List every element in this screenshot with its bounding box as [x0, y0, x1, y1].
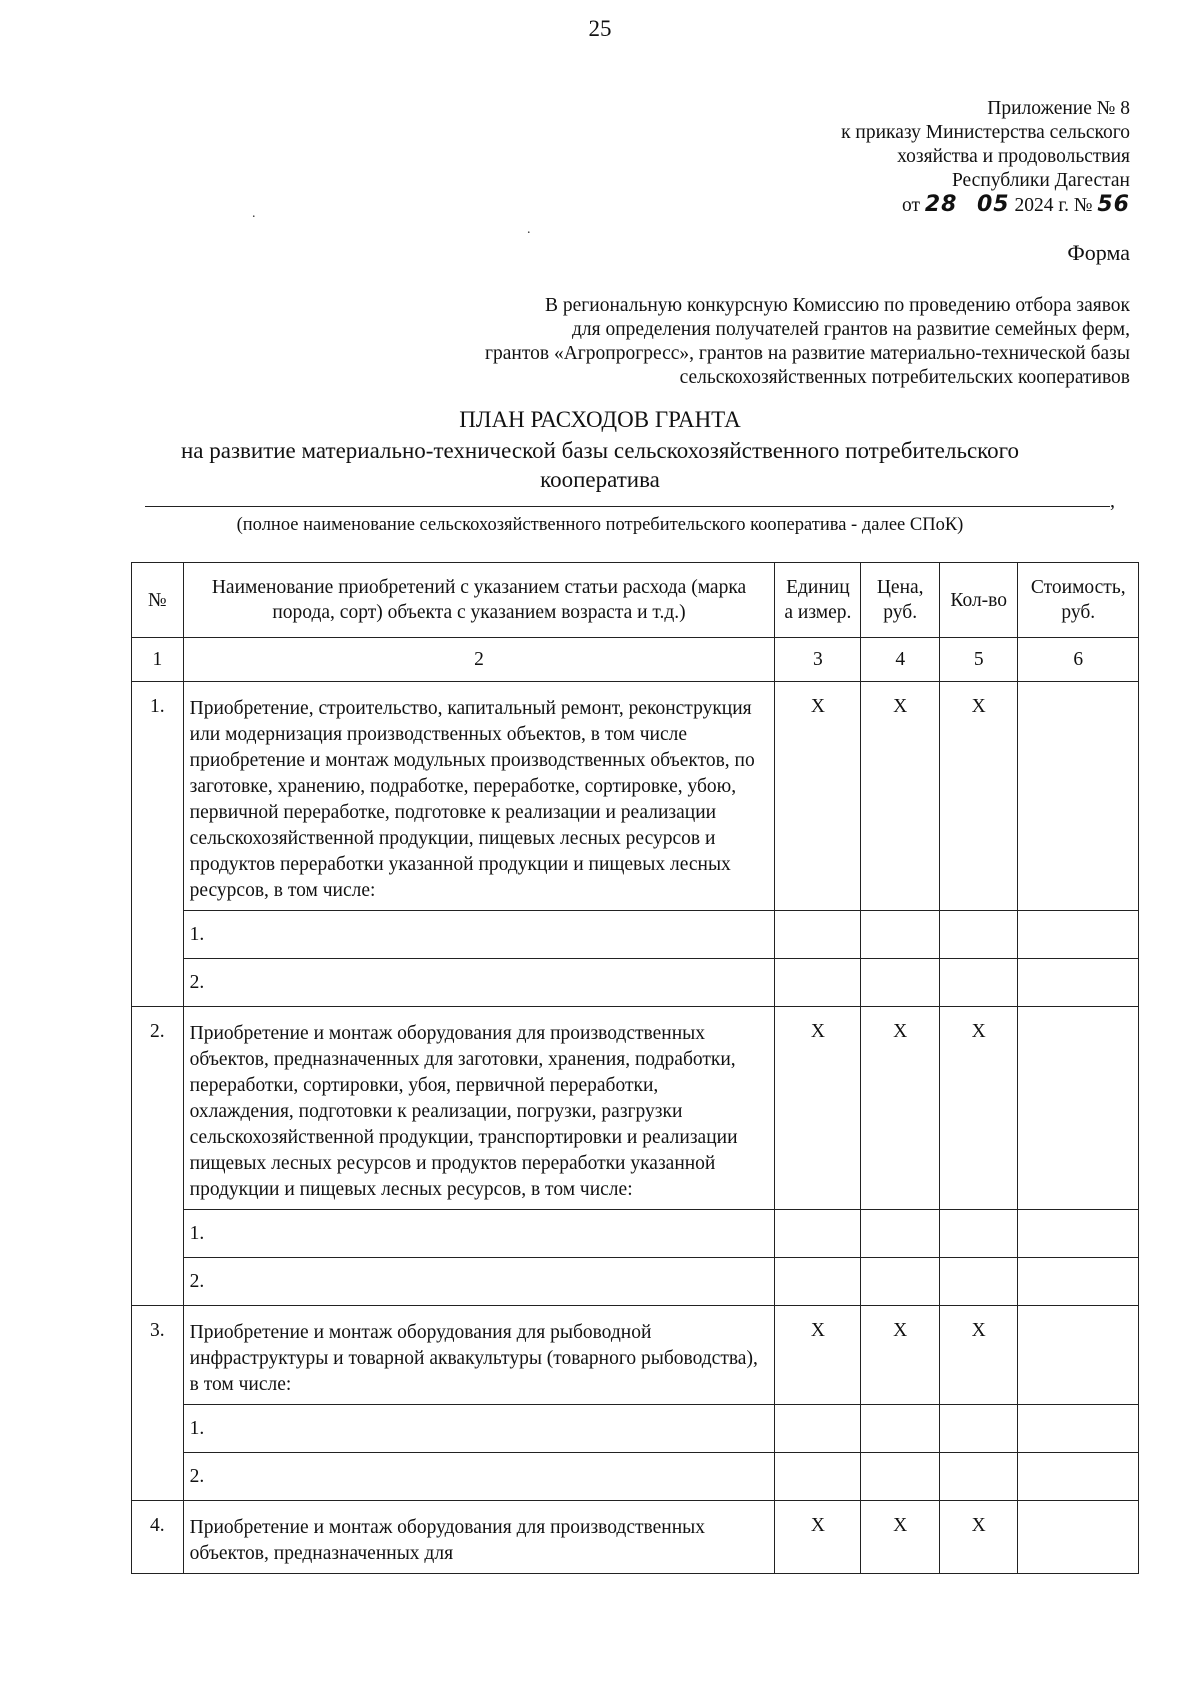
section-description: Приобретение и монтаж оборудования для рыбоводной инфраструктуры и товарной аквакультуры (товарного рыбоводства), в том числе:	[183, 1306, 775, 1405]
order-date-line	[670, 193, 1130, 218]
section-number: 2.	[132, 1007, 184, 1306]
subitem-label: 2.	[183, 1258, 775, 1306]
column-number: 3	[775, 638, 861, 682]
recipient-line: В региональную конкурсную Комиссию по проведению отбора заявок	[545, 295, 1130, 316]
scan-speck: .	[527, 222, 531, 237]
empty-cell	[775, 1210, 861, 1258]
empty-cell	[939, 1453, 1018, 1501]
header-num: №	[132, 563, 184, 638]
table-subrow	[132, 1453, 1139, 1501]
empty-cell	[1018, 911, 1139, 959]
empty-cell	[1018, 1210, 1139, 1258]
section-number: 4.	[132, 1501, 184, 1574]
appendix-line: Приложение № 8	[987, 98, 1130, 119]
subitem-label: 1.	[183, 1210, 775, 1258]
header-unit: Единиц а измер.	[775, 563, 861, 638]
section-price: X	[861, 1007, 940, 1210]
grant-expense-table	[131, 562, 1139, 1574]
section-number: 3.	[132, 1306, 184, 1501]
empty-cell	[1018, 1405, 1139, 1453]
order-from-prefix: от	[901, 195, 920, 216]
header-cost: Стоимость, руб.	[1018, 563, 1139, 638]
section-price: X	[861, 682, 940, 911]
subitem-label: 2.	[183, 1453, 775, 1501]
section-qty: X	[939, 1306, 1018, 1405]
section-description: Приобретение и монтаж оборудования для производственных объектов, предназначенных для	[183, 1501, 775, 1574]
empty-cell	[775, 1405, 861, 1453]
empty-cell	[775, 911, 861, 959]
empty-cell	[1018, 1258, 1139, 1306]
empty-cell	[939, 1405, 1018, 1453]
recipient-line: грантов «Агропрогресс», грантов на развитие материально-технической базы	[485, 343, 1130, 364]
section-cost	[1018, 1007, 1139, 1210]
section-description: Приобретение, строительство, капитальный ремонт, реконструкция или модернизация производственных объектов, в том числе приобретение и монтаж модульных производственных объектов, по заготовке, хранению, подработке, переработке, сортировке, убою, первичной переработке, подготовке к реализации и реализации сельскохозяйственной продукции, пищевых лесных ресурсов и продуктов переработки указанной продукции и пищевых лесных ресурсов, в том числе:	[183, 682, 775, 911]
section-unit: X	[775, 1306, 861, 1405]
subitem-label: 1.	[183, 1405, 775, 1453]
order-month-handwritten: 05	[976, 192, 1010, 217]
empty-cell	[775, 1453, 861, 1501]
section-description: Приобретение и монтаж оборудования для производственных объектов, предназначенных для заготовки, хранения, подработки, переработки, сортировки, убоя, первичной переработки, охлаждения, подготовки к реализации, погрузки, разгрузки сельскохозяйственной продукции, транспортировки и реализации пищевых лесных ресурсов и продуктов переработки указанной продукции и пищевых лесных ресурсов, в том числе:	[183, 1007, 775, 1210]
empty-cell	[775, 1258, 861, 1306]
section-unit: X	[775, 682, 861, 911]
appendix-line: к приказу Министерства сельского	[841, 122, 1130, 143]
subtitle-line: кооператива	[540, 467, 660, 492]
section-qty: X	[939, 1501, 1018, 1574]
section-price: X	[861, 1501, 940, 1574]
empty-cell	[939, 911, 1018, 959]
empty-cell	[1018, 959, 1139, 1007]
column-number: 2	[183, 638, 775, 682]
document-subtitle	[150, 436, 1050, 494]
empty-cell	[861, 1453, 940, 1501]
section-qty: X	[939, 682, 1018, 911]
empty-cell	[861, 911, 940, 959]
table-subrow	[132, 1405, 1139, 1453]
table-subrow	[132, 1210, 1139, 1258]
section-cost	[1018, 1501, 1139, 1574]
document-title: ПЛАН РАСХОДОВ ГРАНТА	[459, 407, 741, 432]
cooperative-name-blank	[145, 505, 1110, 507]
section-number: 1.	[132, 682, 184, 1007]
empty-cell	[861, 1210, 940, 1258]
section-cost	[1018, 1306, 1139, 1405]
table-header-row	[132, 563, 1139, 638]
appendix-line: хозяйства и продовольствия	[897, 146, 1130, 167]
empty-cell	[939, 1210, 1018, 1258]
empty-cell	[939, 959, 1018, 1007]
table-subrow	[132, 1258, 1139, 1306]
form-label: Форма	[1067, 240, 1130, 265]
order-number-handwritten: 56	[1097, 192, 1130, 217]
blank-comma: ,	[1110, 490, 1115, 512]
section-price: X	[861, 1306, 940, 1405]
recipient-line: для определения получателей грантов на развитие семейных ферм,	[572, 319, 1130, 340]
header-qty: Кол-во	[939, 563, 1018, 638]
blank-caption: (полное наименование сельскохозяйственного потребительского кооператива - далее СПоК)	[236, 515, 964, 535]
appendix-block	[670, 97, 1130, 218]
column-number: 1	[132, 638, 184, 682]
section-qty: X	[939, 1007, 1018, 1210]
empty-cell	[1018, 1453, 1139, 1501]
column-number: 4	[861, 638, 940, 682]
order-day-handwritten: 28	[924, 192, 958, 217]
table-row	[132, 682, 1139, 911]
empty-cell	[861, 959, 940, 1007]
column-number: 6	[1018, 638, 1139, 682]
table-subrow	[132, 959, 1139, 1007]
header-name: Наименование приобретений с указанием статьи расхода (марка порода, сорт) объекта с указанием возраста и т.д.)	[183, 563, 775, 638]
section-cost	[1018, 682, 1139, 911]
table-subrow	[132, 911, 1139, 959]
section-unit: X	[775, 1007, 861, 1210]
header-price: Цена, руб.	[861, 563, 940, 638]
table-row	[132, 1007, 1139, 1210]
table-row	[132, 1501, 1139, 1574]
subtitle-line: на развитие материально-технической базы сельскохозяйственного потребительского	[180, 438, 1020, 463]
scan-speck: .	[252, 206, 256, 221]
page-number: 25	[588, 16, 612, 41]
recipient-line: сельскохозяйственных потребительских кооперативов	[679, 367, 1130, 388]
column-number: 5	[939, 638, 1018, 682]
column-number-row	[132, 638, 1139, 682]
appendix-line: Республики Дагестан	[951, 170, 1130, 191]
recipient-block	[350, 294, 1130, 390]
subitem-label: 1.	[183, 911, 775, 959]
empty-cell	[861, 1405, 940, 1453]
table-row	[132, 1306, 1139, 1405]
empty-cell	[861, 1258, 940, 1306]
empty-cell	[775, 959, 861, 1007]
order-year-text: 2024 г. №	[1014, 195, 1093, 216]
empty-cell	[939, 1258, 1018, 1306]
section-unit: X	[775, 1501, 861, 1574]
subitem-label: 2.	[183, 959, 775, 1007]
